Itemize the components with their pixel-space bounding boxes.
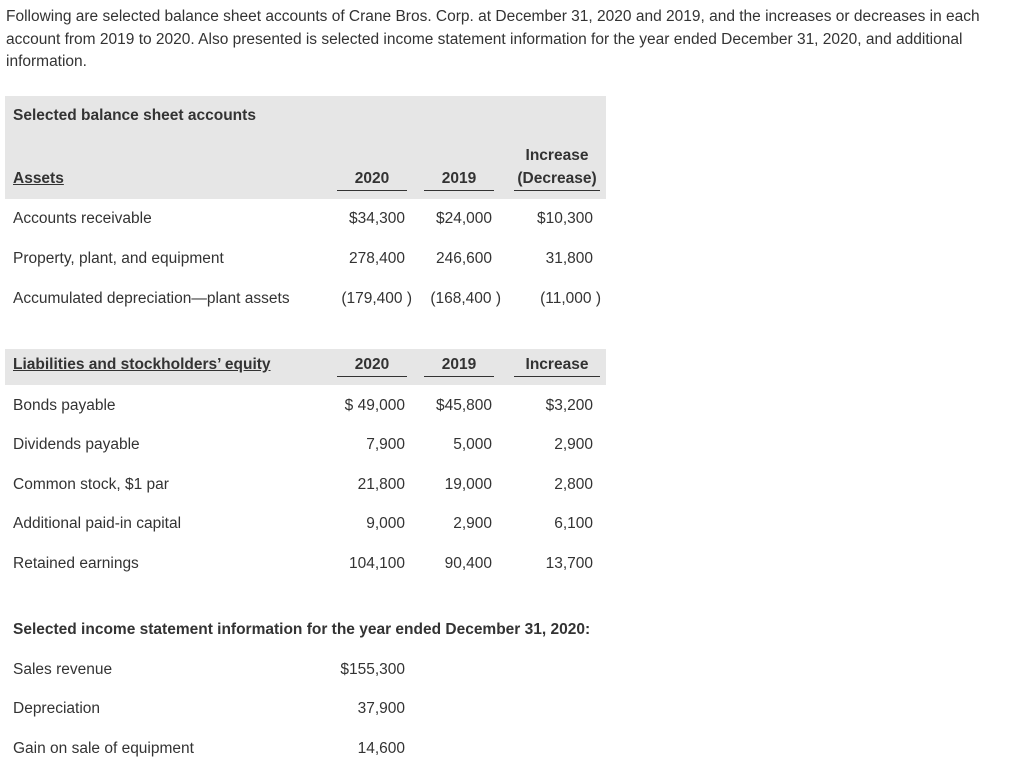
assets-col-2019-rule bbox=[424, 190, 494, 191]
liabilities-col-change-rule bbox=[514, 376, 600, 377]
row-label: Bonds payable bbox=[13, 397, 116, 414]
row-value-2019: $24,000 bbox=[435, 210, 492, 227]
row-label: Accumulated depreciation—plant assets bbox=[13, 290, 290, 307]
row-value: $155,300 bbox=[340, 661, 405, 678]
row-value-2019: $45,800 bbox=[435, 397, 492, 414]
row-value-change: 31,800 bbox=[545, 250, 593, 267]
balance-sheet-title: Selected balance sheet accounts bbox=[13, 107, 256, 124]
income-statement-title: Selected income statement information for the year ended December 31, 2020: bbox=[13, 621, 591, 638]
row-value-2019: 2,900 bbox=[453, 515, 492, 532]
liabilities-col-change: Increase bbox=[525, 356, 589, 373]
row-value-change: $10,300 bbox=[536, 210, 593, 227]
row-value-2020: 7,900 bbox=[366, 436, 405, 453]
row-value-2020: $34,300 bbox=[348, 210, 405, 227]
row-label: Common stock, $1 par bbox=[13, 476, 169, 493]
liabilities-heading: Liabilities and stockholders’ equity bbox=[13, 356, 271, 373]
row-value-2019: 90,400 bbox=[444, 555, 492, 572]
row-value-change: 6,100 bbox=[554, 515, 593, 532]
row-value-2019: 246,600 bbox=[435, 250, 492, 267]
liabilities-col-2019: 2019 bbox=[441, 356, 477, 373]
row-value-change: (11,000 ) bbox=[540, 290, 601, 307]
row-label: Property, plant, and equipment bbox=[13, 250, 224, 267]
assets-col-change-line1: Increase bbox=[525, 147, 589, 164]
assets-col-change-rule bbox=[514, 190, 600, 191]
assets-heading: Assets bbox=[13, 170, 64, 187]
row-value-2020: $ 49,000 bbox=[344, 397, 405, 414]
assets-col-change-line2: (Decrease) bbox=[517, 170, 597, 187]
assets-col-2020-rule bbox=[337, 190, 407, 191]
row-label: Accounts receivable bbox=[13, 210, 152, 227]
row-label: Retained earnings bbox=[13, 555, 139, 572]
row-value-2019: 5,000 bbox=[453, 436, 492, 453]
intro-paragraph: Following are selected balance sheet accounts of Crane Bros. Corp. at December 31, 2020 and 2019, and the increases or decreases in each account from 2019 to 2020. Also presented is selected income statement information for the year ended December 31, 2020, and additional information. bbox=[6, 8, 980, 70]
row-value-change: 13,700 bbox=[545, 555, 593, 572]
row-value-change: 2,800 bbox=[554, 476, 593, 493]
row-label: Depreciation bbox=[13, 700, 101, 717]
assets-col-2020: 2020 bbox=[354, 170, 390, 187]
row-value-2020: 278,400 bbox=[348, 250, 405, 267]
row-label: Additional paid-in capital bbox=[13, 515, 182, 532]
liabilities-col-2019-rule bbox=[424, 376, 494, 377]
row-value-2020: 104,100 bbox=[348, 555, 405, 572]
row-value-change: $3,200 bbox=[545, 397, 593, 414]
row-label: Dividends payable bbox=[13, 436, 140, 453]
row-value: 37,900 bbox=[357, 700, 405, 717]
row-label: Sales revenue bbox=[13, 661, 113, 678]
row-value-2020: 21,800 bbox=[357, 476, 405, 493]
row-value-2020: (179,400 ) bbox=[341, 290, 412, 307]
liabilities-col-2020: 2020 bbox=[354, 356, 390, 373]
row-value-2019: 19,000 bbox=[444, 476, 492, 493]
row-value: 14,600 bbox=[357, 740, 405, 757]
assets-col-2019: 2019 bbox=[441, 170, 477, 187]
liabilities-col-2020-rule bbox=[337, 376, 407, 377]
row-value-2019: (168,400 ) bbox=[430, 290, 501, 307]
row-value-2020: 9,000 bbox=[366, 515, 405, 532]
row-value-change: 2,900 bbox=[554, 436, 593, 453]
row-label: Gain on sale of equipment bbox=[13, 740, 194, 757]
